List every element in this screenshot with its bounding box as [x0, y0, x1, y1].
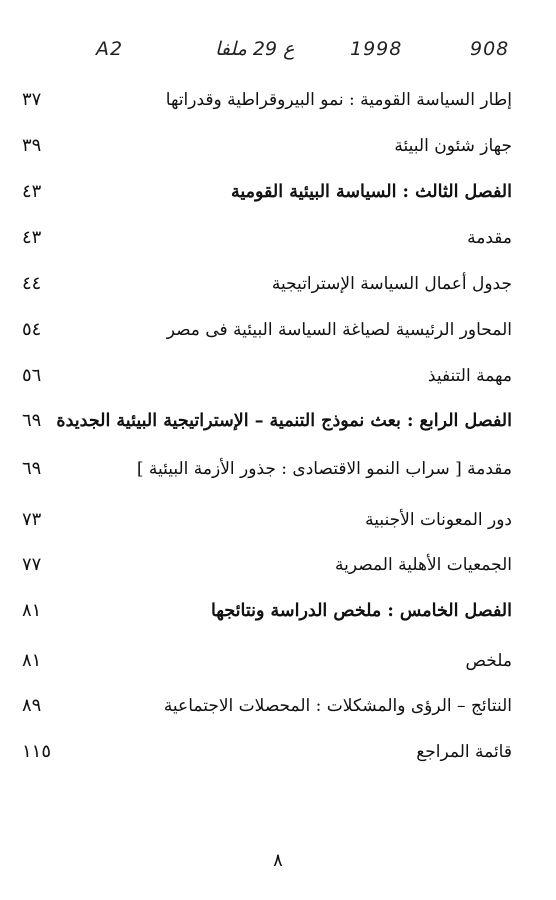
toc-entry-title: الفصل الرابع : بعث نموذج التنمية – الإستراتيجية البيئية الجديدة: [56, 411, 512, 431]
handwritten-a2: A2: [96, 38, 124, 60]
toc-entry-page: ٨١: [22, 600, 42, 621]
toc-entry-page: ١١٥: [22, 741, 52, 762]
toc-entry-page: ٥٤: [22, 319, 42, 340]
toc-entry-title: الجمعيات الأهلية المصرية: [335, 555, 512, 575]
toc-entry-page: ٨١: [22, 650, 42, 671]
toc-entry-title: قائمة المراجع: [416, 742, 512, 762]
toc-entry-page: ٣٧: [22, 89, 42, 110]
toc-entry-title: الفصل الثالث : السياسة البيئية القومية: [230, 182, 512, 202]
toc-entry-title: جدول أعمال السياسة الإستراتيجية: [271, 274, 512, 294]
toc-entry: [0, 85, 556, 115]
toc-entry-page: ٤٣: [22, 181, 42, 202]
toc-entry: [0, 361, 556, 391]
toc-entry-title: إطار السياسة القومية : نمو البيروقراطية وقدراتها: [165, 90, 512, 110]
toc-entry: [0, 550, 556, 580]
toc-entry: [0, 454, 556, 484]
toc-entry-page: ٧٣: [22, 509, 42, 530]
toc-entry-page: ٥٦: [22, 365, 42, 386]
toc-entry: [0, 131, 556, 161]
handwritten-number: 908: [470, 38, 510, 60]
handwritten-year: 1998: [350, 38, 403, 60]
toc-chapter-heading: [0, 406, 556, 436]
toc-entry-page: ٦٩: [22, 410, 42, 431]
toc-entry: [0, 691, 556, 721]
toc-chapter-heading: [0, 177, 556, 207]
toc-entry: [0, 315, 556, 345]
toc-entry-title: مهمة التنفيذ: [427, 366, 512, 386]
toc-entry-page: ٤٣: [22, 227, 42, 248]
toc-entry-page: ٣٩: [22, 135, 42, 156]
toc-entry: [0, 505, 556, 535]
toc-entry-page: ٨٩: [22, 695, 42, 716]
toc-entry-page: ٧٧: [22, 554, 42, 575]
toc-entry: [0, 223, 556, 253]
toc-entry-page: ٤٤: [22, 273, 42, 294]
toc-entry-title: المحاور الرئيسية لصياغة السياسة البيئية فى مصر: [166, 320, 512, 340]
page-number: ٨: [273, 850, 283, 871]
toc-entry-title: مقدمة: [467, 228, 512, 248]
toc-entry: [0, 737, 556, 767]
toc-entry-title: دور المعونات الأجنبية: [365, 510, 512, 530]
handwritten-arabic-note: ع 29 ملفا: [215, 38, 295, 60]
toc-entry-title: ملخص: [465, 651, 512, 671]
toc-entry-title: الفصل الخامس : ملخص الدراسة ونتائجها: [210, 601, 512, 621]
toc-entry-title: مقدمة [ سراب النمو الاقتصادى : جذور الأزمة البيئية ]: [136, 459, 512, 479]
toc-entry: [0, 269, 556, 299]
toc-entry-page: ٦٩: [22, 458, 42, 479]
toc-entry: [0, 646, 556, 676]
toc-entry-title: جهاز شئون البيئة: [394, 136, 512, 156]
toc-chapter-heading: [0, 596, 556, 626]
toc-entry-title: النتائج – الرؤى والمشكلات : المحصلات الاجتماعية: [163, 696, 512, 716]
